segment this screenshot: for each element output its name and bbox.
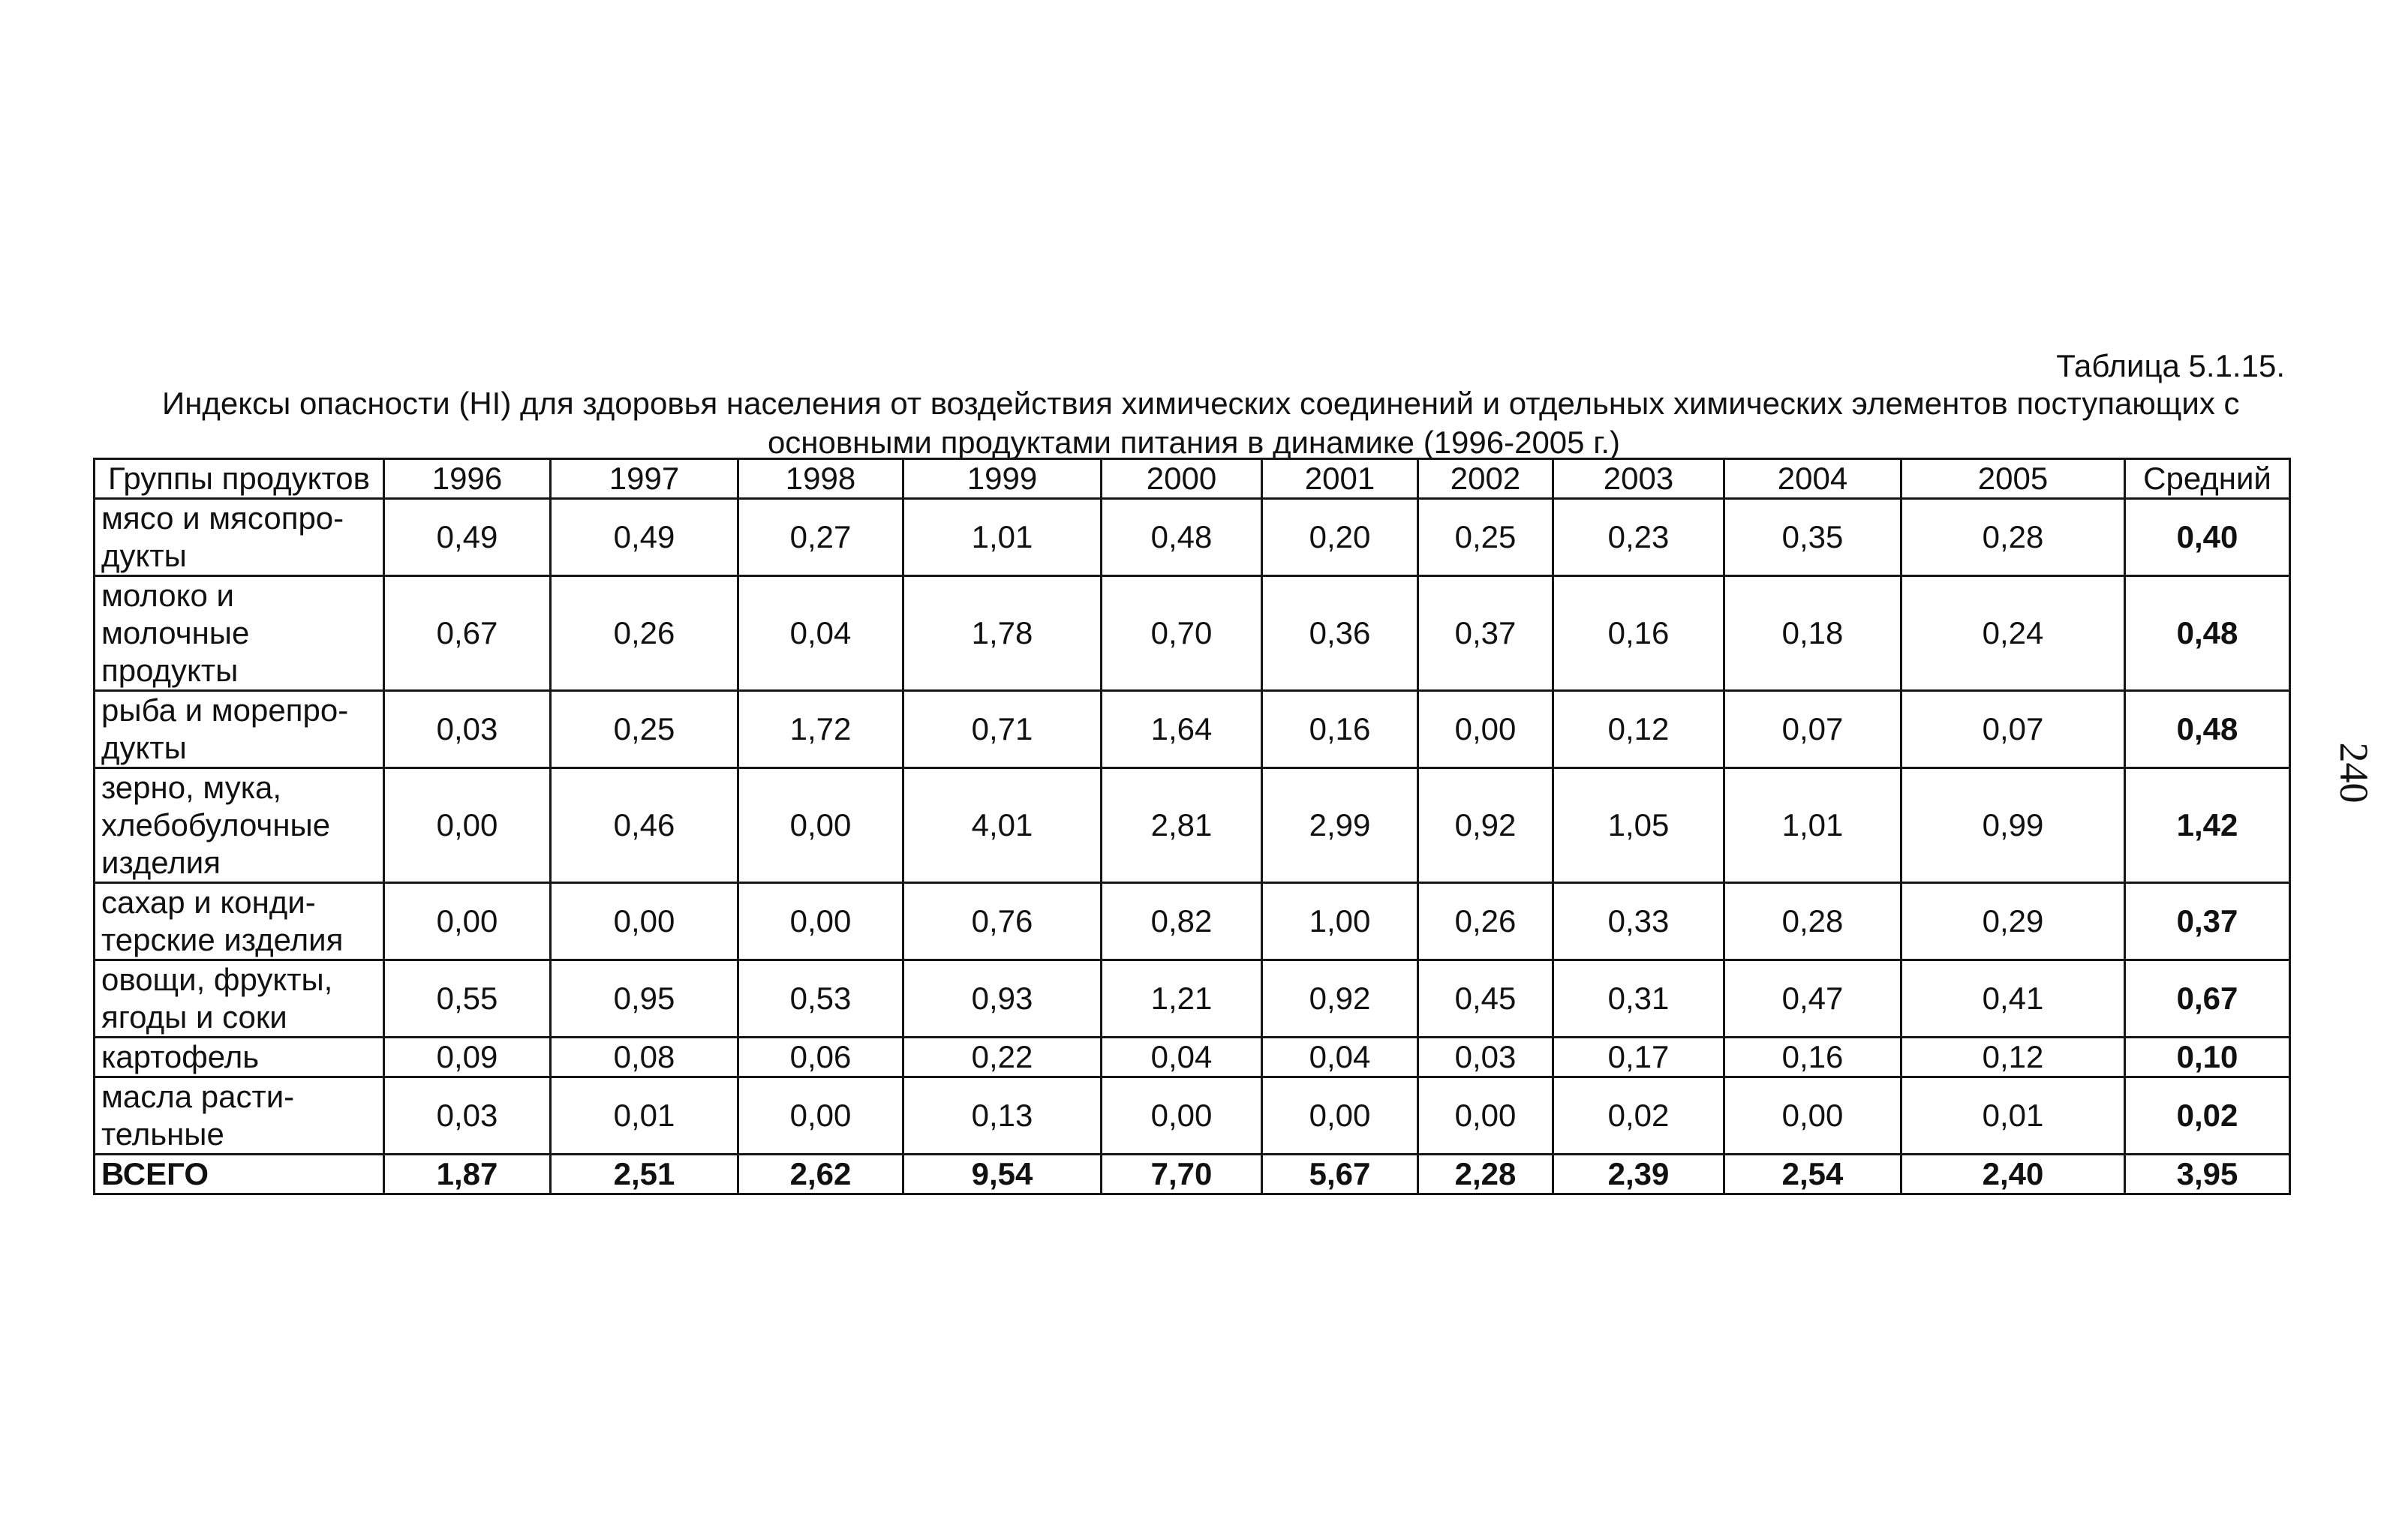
value-cell: 0,22	[903, 1038, 1102, 1077]
header-1998: 1998	[738, 459, 903, 499]
average-cell: 0,37	[2125, 883, 2290, 960]
value-cell: 0,31	[1553, 960, 1724, 1038]
value-cell: 2,99	[1262, 768, 1418, 883]
table-row	[95, 691, 2290, 768]
value-cell: 2,81	[1102, 768, 1262, 883]
hazard-index-table	[93, 458, 2291, 1195]
table-row	[95, 768, 2290, 883]
value-cell: 0,07	[1724, 691, 1901, 768]
value-cell: 0,08	[551, 1038, 738, 1077]
total-value-cell: 2,40	[1901, 1155, 2125, 1194]
value-cell: 0,76	[903, 883, 1102, 960]
value-cell: 0,49	[551, 499, 738, 576]
value-cell: 0,37	[1418, 576, 1553, 691]
header-groups: Группы продуктов	[95, 459, 384, 499]
value-cell: 1,01	[903, 499, 1102, 576]
value-cell: 0,82	[1102, 883, 1262, 960]
total-value-cell: 2,28	[1418, 1155, 1553, 1194]
product-group-cell: мясо и мясопро- дукты	[95, 499, 384, 576]
average-cell: 0,48	[2125, 576, 2290, 691]
value-cell: 0,13	[903, 1077, 1102, 1155]
value-cell: 0,00	[384, 883, 551, 960]
value-cell: 1,05	[1553, 768, 1724, 883]
value-cell: 0,95	[551, 960, 738, 1038]
product-group-cell: сахар и конди- терские изделия	[95, 883, 384, 960]
product-group-cell: картофель	[95, 1038, 384, 1077]
header-2004: 2004	[1724, 459, 1901, 499]
average-cell: 0,67	[2125, 960, 2290, 1038]
value-cell: 0,06	[738, 1038, 903, 1077]
value-cell: 0,71	[903, 691, 1102, 768]
value-cell: 0,41	[1901, 960, 2125, 1038]
product-group-cell: молоко и молочные продукты	[95, 576, 384, 691]
header-1996: 1996	[384, 459, 551, 499]
total-value-cell: 5,67	[1262, 1155, 1418, 1194]
value-cell: 0,53	[738, 960, 903, 1038]
table-row	[95, 960, 2290, 1038]
value-cell: 0,00	[1418, 691, 1553, 768]
value-cell: 0,03	[1418, 1038, 1553, 1077]
value-cell: 0,35	[1724, 499, 1901, 576]
value-cell: 0,93	[903, 960, 1102, 1038]
total-value-cell: 2,51	[551, 1155, 738, 1194]
value-cell: 0,46	[551, 768, 738, 883]
value-cell: 0,07	[1901, 691, 2125, 768]
value-cell: 0,04	[738, 576, 903, 691]
average-cell: 0,40	[2125, 499, 2290, 576]
header-2001: 2001	[1262, 459, 1418, 499]
value-cell: 0,92	[1418, 768, 1553, 883]
value-cell: 1,21	[1102, 960, 1262, 1038]
value-cell: 0,00	[1724, 1077, 1901, 1155]
total-average-cell: 3,95	[2125, 1155, 2290, 1194]
value-cell: 0,23	[1553, 499, 1724, 576]
table-row	[95, 1077, 2290, 1155]
value-cell: 0,49	[384, 499, 551, 576]
total-value-cell: 2,62	[738, 1155, 903, 1194]
value-cell: 0,01	[551, 1077, 738, 1155]
value-cell: 0,00	[738, 1077, 903, 1155]
caption-line-1: Индексы опасности (HI) для здоровья населения от воздействия химических соединений и отдельных химических элементов поступающих с	[162, 386, 2240, 421]
value-cell: 0,16	[1724, 1038, 1901, 1077]
total-row	[95, 1155, 2290, 1194]
value-cell: 0,26	[551, 576, 738, 691]
header-1999: 1999	[903, 459, 1102, 499]
value-cell: 0,12	[1553, 691, 1724, 768]
value-cell: 0,55	[384, 960, 551, 1038]
table-caption	[162, 384, 2240, 462]
value-cell: 0,16	[1262, 691, 1418, 768]
value-cell: 0,00	[1262, 1077, 1418, 1155]
value-cell: 0,04	[1102, 1038, 1262, 1077]
value-cell: 0,00	[384, 768, 551, 883]
average-cell: 0,02	[2125, 1077, 2290, 1155]
header-2000: 2000	[1102, 459, 1262, 499]
value-cell: 0,16	[1553, 576, 1724, 691]
total-label-cell: ВСЕГО	[95, 1155, 384, 1194]
product-group-cell: зерно, мука, хлебобулочные изделия	[95, 768, 384, 883]
value-cell: 0,25	[1418, 499, 1553, 576]
average-cell: 0,10	[2125, 1038, 2290, 1077]
value-cell: 0,33	[1553, 883, 1724, 960]
average-cell: 0,48	[2125, 691, 2290, 768]
total-value-cell: 9,54	[903, 1155, 1102, 1194]
total-value-cell: 2,39	[1553, 1155, 1724, 1194]
value-cell: 0,00	[738, 883, 903, 960]
value-cell: 0,24	[1901, 576, 2125, 691]
value-cell: 0,01	[1901, 1077, 2125, 1155]
table-row	[95, 576, 2290, 691]
value-cell: 4,01	[903, 768, 1102, 883]
value-cell: 1,78	[903, 576, 1102, 691]
value-cell: 0,12	[1901, 1038, 2125, 1077]
product-group-cell: масла расти- тельные	[95, 1077, 384, 1155]
value-cell: 0,00	[1102, 1077, 1262, 1155]
page-number: 240	[2331, 742, 2376, 804]
total-value-cell: 1,87	[384, 1155, 551, 1194]
value-cell: 0,99	[1901, 768, 2125, 883]
value-cell: 0,36	[1262, 576, 1418, 691]
header-row	[95, 459, 2290, 499]
header-2003: 2003	[1553, 459, 1724, 499]
table-row	[95, 499, 2290, 576]
table-row	[95, 1038, 2290, 1077]
value-cell: 0,00	[551, 883, 738, 960]
value-cell: 1,01	[1724, 768, 1901, 883]
value-cell: 0,45	[1418, 960, 1553, 1038]
value-cell: 0,20	[1262, 499, 1418, 576]
value-cell: 0,02	[1553, 1077, 1724, 1155]
value-cell: 0,29	[1901, 883, 2125, 960]
value-cell: 0,28	[1901, 499, 2125, 576]
total-value-cell: 7,70	[1102, 1155, 1262, 1194]
value-cell: 0,09	[384, 1038, 551, 1077]
table-number: Таблица 5.1.15.	[2056, 348, 2285, 383]
value-cell: 0,00	[1418, 1077, 1553, 1155]
value-cell: 0,00	[738, 768, 903, 883]
value-cell: 0,48	[1102, 499, 1262, 576]
value-cell: 0,03	[384, 1077, 551, 1155]
value-cell: 0,17	[1553, 1038, 1724, 1077]
value-cell: 0,47	[1724, 960, 1901, 1038]
value-cell: 0,67	[384, 576, 551, 691]
value-cell: 0,04	[1262, 1038, 1418, 1077]
value-cell: 0,92	[1262, 960, 1418, 1038]
header-average: Средний	[2125, 459, 2290, 499]
table-body	[95, 499, 2290, 1194]
value-cell: 1,00	[1262, 883, 1418, 960]
header-2005: 2005	[1901, 459, 2125, 499]
value-cell: 0,25	[551, 691, 738, 768]
value-cell: 0,28	[1724, 883, 1901, 960]
average-cell: 1,42	[2125, 768, 2290, 883]
value-cell: 0,26	[1418, 883, 1553, 960]
value-cell: 0,18	[1724, 576, 1901, 691]
header-1997: 1997	[551, 459, 738, 499]
header-2002: 2002	[1418, 459, 1553, 499]
total-value-cell: 2,54	[1724, 1155, 1901, 1194]
product-group-cell: рыба и морепро- дукты	[95, 691, 384, 768]
value-cell: 1,72	[738, 691, 903, 768]
value-cell: 0,03	[384, 691, 551, 768]
value-cell: 0,70	[1102, 576, 1262, 691]
product-group-cell: овощи, фрукты, ягоды и соки	[95, 960, 384, 1038]
value-cell: 1,64	[1102, 691, 1262, 768]
value-cell: 0,27	[738, 499, 903, 576]
table-row	[95, 883, 2290, 960]
caption-line-2: основными продуктами питания в динамике (1996-2005 г.)	[767, 425, 1621, 460]
